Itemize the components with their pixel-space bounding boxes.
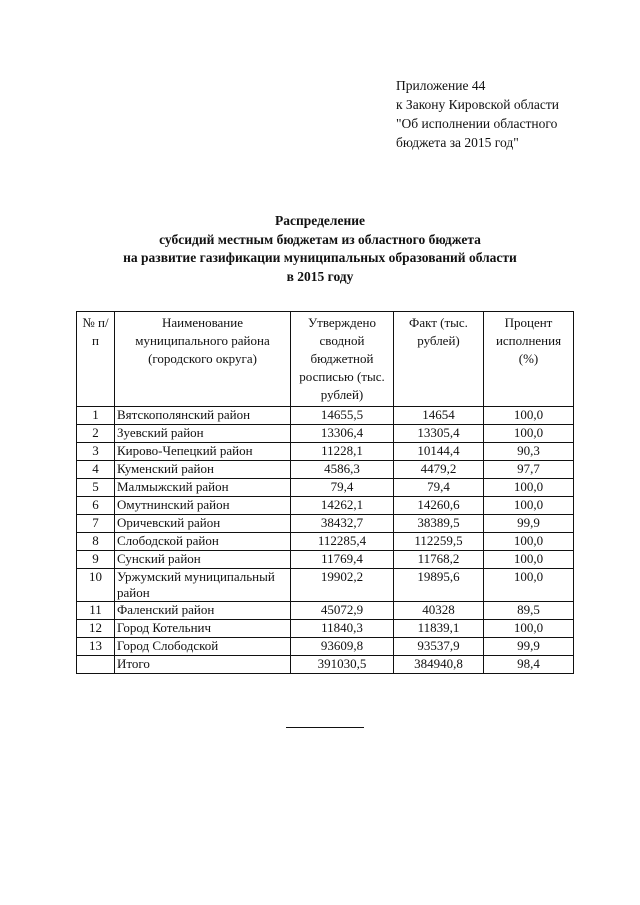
total-approved: 391030,5: [291, 656, 394, 674]
row-approved: 45072,9: [291, 602, 394, 620]
row-name: Зуевский район: [115, 425, 291, 443]
row-name: Сунский район: [115, 551, 291, 569]
title-line-2: субсидий местным бюджетам из областного бюджета: [159, 231, 481, 247]
total-name: Итого: [115, 656, 291, 674]
row-fact: 4479,2: [394, 461, 484, 479]
header-num: № п/п: [77, 312, 115, 407]
row-approved: 4586,3: [291, 461, 394, 479]
row-fact: 112259,5: [394, 533, 484, 551]
total-fact: 384940,8: [394, 656, 484, 674]
row-approved: 112285,4: [291, 533, 394, 551]
appendix-line-2: к Закону Кировской области: [396, 97, 560, 112]
row-num: 7: [77, 515, 115, 533]
table-header-row: [77, 312, 574, 407]
total-num: [77, 656, 115, 674]
row-fact: 40328: [394, 602, 484, 620]
header-fact: Факт (тыс. рублей): [394, 312, 484, 407]
row-approved: 13306,4: [291, 425, 394, 443]
row-percent: 100,0: [484, 425, 574, 443]
table-row: [77, 533, 574, 551]
table-row: [77, 461, 574, 479]
row-approved: 14262,1: [291, 497, 394, 515]
row-fact: 14654: [394, 407, 484, 425]
row-percent: 100,0: [484, 407, 574, 425]
row-num: 11: [77, 602, 115, 620]
row-num: 5: [77, 479, 115, 497]
row-num: 3: [77, 443, 115, 461]
table-row: [77, 443, 574, 461]
row-fact: 19895,6: [394, 569, 484, 602]
header-percent: Процент исполнения (%): [484, 312, 574, 407]
table-row: [77, 425, 574, 443]
row-percent: 99,9: [484, 638, 574, 656]
row-percent: 100,0: [484, 479, 574, 497]
title-line-3: на развитие газификации муниципальных образований области: [123, 250, 517, 265]
row-percent: 100,0: [484, 620, 574, 638]
appendix-line-3: "Об исполнении областного: [396, 116, 558, 131]
row-num: 13: [77, 638, 115, 656]
row-name: Город Слободской: [115, 638, 291, 656]
row-fact: 93537,9: [394, 638, 484, 656]
row-num: 4: [77, 461, 115, 479]
table-total-row: [77, 656, 574, 674]
row-percent: 99,9: [484, 515, 574, 533]
row-name: Вятскополянский район: [115, 407, 291, 425]
row-name: Омутнинский район: [115, 497, 291, 515]
row-name: Куменский район: [115, 461, 291, 479]
row-name: Малмыжский район: [115, 479, 291, 497]
row-fact: 79,4: [394, 479, 484, 497]
table-row: [77, 569, 574, 602]
row-approved: 79,4: [291, 479, 394, 497]
row-approved: 11840,3: [291, 620, 394, 638]
row-fact: 11768,2: [394, 551, 484, 569]
row-num: 2: [77, 425, 115, 443]
row-name: Фаленский район: [115, 602, 291, 620]
row-approved: 38432,7: [291, 515, 394, 533]
row-percent: 100,0: [484, 551, 574, 569]
appendix-reference: [396, 76, 559, 152]
row-percent: 100,0: [484, 497, 574, 515]
table-row: [77, 551, 574, 569]
title-line-4: в 2015 году: [286, 268, 354, 284]
row-percent: 100,0: [484, 533, 574, 551]
row-name: Кирово-Чепецкий район: [115, 443, 291, 461]
table-row: [77, 602, 574, 620]
row-num: 12: [77, 620, 115, 638]
table-row: [77, 497, 574, 515]
header-name: Наименование муниципального района (городского округа): [115, 312, 291, 407]
row-fact: 10144,4: [394, 443, 484, 461]
row-approved: 14655,5: [291, 407, 394, 425]
row-fact: 13305,4: [394, 425, 484, 443]
row-percent: 89,5: [484, 602, 574, 620]
header-approved: Утверждено сводной бюджетной росписью (тыс. рублей): [291, 312, 394, 407]
row-percent: 100,0: [484, 569, 574, 602]
row-num: 6: [77, 497, 115, 515]
row-num: 10: [77, 569, 115, 602]
table-row: [77, 479, 574, 497]
row-name: Слободской район: [115, 533, 291, 551]
table-row: [77, 638, 574, 656]
row-percent: 97,7: [484, 461, 574, 479]
row-approved: 19902,2: [291, 569, 394, 602]
end-rule: [286, 727, 364, 728]
title-line-1: Распределение: [274, 213, 366, 228]
row-fact: 38389,5: [394, 515, 484, 533]
row-approved: 93609,8: [291, 638, 394, 656]
row-num: 8: [77, 533, 115, 551]
table-row: [77, 407, 574, 425]
row-approved: 11228,1: [291, 443, 394, 461]
appendix-line-1: Приложение 44: [396, 78, 486, 93]
row-name: Уржумский муниципальный район: [115, 569, 291, 602]
row-num: 1: [77, 407, 115, 425]
row-fact: 14260,6: [394, 497, 484, 515]
document-title: [0, 212, 640, 286]
table-row: [77, 620, 574, 638]
total-percent: 98,4: [484, 656, 574, 674]
row-approved: 11769,4: [291, 551, 394, 569]
row-num: 9: [77, 551, 115, 569]
row-name: Оричевский район: [115, 515, 291, 533]
row-percent: 90,3: [484, 443, 574, 461]
row-fact: 11839,1: [394, 620, 484, 638]
subsidy-table: [76, 311, 574, 674]
row-name: Город Котельнич: [115, 620, 291, 638]
table-row: [77, 515, 574, 533]
appendix-line-4: бюджета за 2015 год": [396, 135, 519, 150]
